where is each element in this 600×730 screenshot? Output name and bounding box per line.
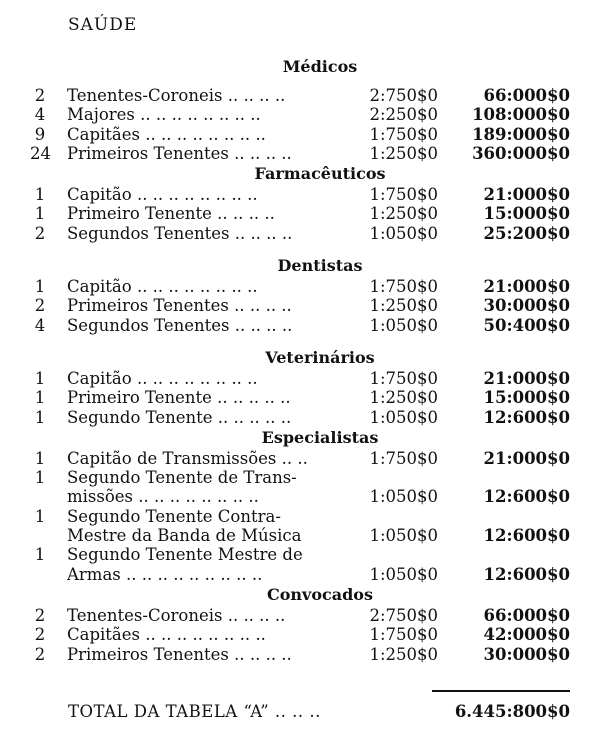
row-amount: 12:600$0 <box>483 564 570 584</box>
row-amount: 66:000$0 <box>483 605 570 625</box>
row-description: Capitão .. .. .. .. .. .. .. .. <box>67 277 258 297</box>
total-label: TOTAL DA TABELA “A” .. .. .. <box>68 702 321 721</box>
section-heading-convocados: Convocados <box>267 584 373 604</box>
row-amount: 12:600$0 <box>483 487 570 507</box>
row-rate: 1:250$0 <box>369 204 438 224</box>
table-row <box>0 507 600 546</box>
row-rate: 2:250$0 <box>369 105 438 125</box>
table-row <box>0 408 600 427</box>
row-description: Capitães .. .. .. .. .. .. .. .. <box>67 625 266 645</box>
table-row <box>0 224 600 243</box>
row-count: 4 <box>34 105 46 125</box>
row-amount: 21:000$0 <box>483 185 570 205</box>
row-rate: 1:050$0 <box>369 526 438 546</box>
row-rate: 1:750$0 <box>369 625 438 645</box>
row-description: Segundo Tenente .. .. .. .. .. <box>67 407 292 427</box>
row-description: Majores .. .. .. .. .. .. .. .. <box>67 105 261 125</box>
row-count: 2 <box>34 644 46 664</box>
section-heading-especialistas: Especialistas <box>261 427 379 447</box>
row-count: 4 <box>34 315 46 335</box>
row-amount: 15:000$0 <box>483 388 570 408</box>
row-rate: 1:250$0 <box>369 644 438 664</box>
row-amount: 189:000$0 <box>472 124 570 144</box>
table-row <box>0 277 600 296</box>
row-rate: 1:050$0 <box>369 564 438 584</box>
row-count: 2 <box>34 223 46 243</box>
table-row <box>0 296 600 315</box>
row-count: 2 <box>34 296 46 316</box>
row-count: 1 <box>34 506 46 526</box>
row-amount: 66:000$0 <box>483 86 570 105</box>
row-count: 1 <box>34 277 46 297</box>
row-amount: 21:000$0 <box>483 448 570 468</box>
row-description: Segundo Tenente Contra- Mestre da Banda de Música <box>67 506 302 546</box>
row-description: Capitães .. .. .. .. .. .. .. .. <box>67 124 266 144</box>
row-description: Capitão .. .. .. .. .. .. .. .. <box>67 368 258 388</box>
row-count: 1 <box>34 448 46 468</box>
row-amount: 15:000$0 <box>483 204 570 224</box>
row-count: 1 <box>34 407 46 427</box>
table-row <box>0 204 600 223</box>
page-title: SAÚDE <box>68 15 138 35</box>
total-row <box>0 702 600 724</box>
table-row <box>0 185 600 204</box>
total-rule <box>432 690 570 692</box>
row-count: 1 <box>34 388 46 408</box>
row-count: 2 <box>34 86 46 105</box>
row-count: 1 <box>34 545 46 565</box>
row-description: Tenentes-Coroneis .. .. .. .. <box>67 86 286 105</box>
row-description: Primeiros Tenentes .. .. .. .. <box>67 143 292 163</box>
row-description: Segundo Tenente de Trans- missões .. .. .. .. .. .. .. .. <box>67 468 297 507</box>
table-row <box>0 144 600 163</box>
total-value: 6.445:800$0 <box>454 702 570 721</box>
row-rate: 1:050$0 <box>369 487 438 507</box>
row-amount: 360:000$0 <box>472 143 570 163</box>
row-count: 1 <box>34 204 46 224</box>
table-row <box>0 125 600 144</box>
row-description: Capitão .. .. .. .. .. .. .. .. <box>67 185 258 205</box>
row-amount: 108:000$0 <box>472 105 570 125</box>
row-amount: 21:000$0 <box>483 277 570 297</box>
row-rate: 1:750$0 <box>369 124 438 144</box>
row-description: Primeiro Tenente .. .. .. .. <box>67 204 275 224</box>
table-row <box>0 449 600 468</box>
row-description: Segundo Tenente Mestre de Armas .. .. .. .. .. .. .. .. .. <box>67 545 303 584</box>
row-amount: 30:000$0 <box>483 644 570 664</box>
table-row <box>0 388 600 407</box>
section-heading-veterinarios: Veterinários <box>265 347 375 367</box>
row-rate: 1:750$0 <box>369 185 438 205</box>
section-heading-farmaceuticos: Farmacêuticos <box>254 164 386 184</box>
row-amount: 42:000$0 <box>483 625 570 645</box>
row-amount: 12:600$0 <box>483 526 570 546</box>
section-heading-dentistas: Dentistas <box>277 256 363 276</box>
row-count: 2 <box>34 605 46 625</box>
row-rate: 1:250$0 <box>369 143 438 163</box>
row-rate: 1:050$0 <box>369 223 438 243</box>
table-row <box>0 369 600 388</box>
row-description: Primeiros Tenentes .. .. .. .. <box>67 296 292 316</box>
row-description: Primeiro Tenente .. .. .. .. .. <box>67 388 291 408</box>
row-amount: 12:600$0 <box>483 407 570 427</box>
table-row <box>0 86 600 105</box>
row-amount: 50:400$0 <box>483 315 570 335</box>
row-rate: 1:750$0 <box>369 368 438 388</box>
table-row <box>0 468 600 507</box>
row-rate: 2:750$0 <box>369 86 438 105</box>
row-rate: 1:050$0 <box>369 407 438 427</box>
table-body <box>0 56 600 664</box>
row-count: 1 <box>34 368 46 388</box>
row-amount: 25:200$0 <box>483 223 570 243</box>
table-row <box>0 316 600 335</box>
table-row <box>0 645 600 664</box>
row-amount: 21:000$0 <box>483 368 570 388</box>
table-row <box>0 105 600 124</box>
row-rate: 1:250$0 <box>369 296 438 316</box>
row-rate: 1:750$0 <box>369 277 438 297</box>
section-heading-medicos: Médicos <box>282 57 358 76</box>
row-description: Segundos Tenentes .. .. .. .. <box>67 223 293 243</box>
row-amount: 30:000$0 <box>483 296 570 316</box>
row-rate: 1:750$0 <box>369 448 438 468</box>
row-count: 1 <box>34 185 46 205</box>
table-row <box>0 606 600 625</box>
row-rate: 1:250$0 <box>369 388 438 408</box>
row-description: Segundos Tenentes .. .. .. .. <box>67 315 293 335</box>
row-count: 9 <box>34 124 46 144</box>
row-count: 1 <box>34 468 46 488</box>
row-description: Primeiros Tenentes .. .. .. .. <box>67 644 292 664</box>
row-rate: 1:050$0 <box>369 315 438 335</box>
row-description: Tenentes-Coroneis .. .. .. .. <box>67 605 286 625</box>
table-row <box>0 625 600 644</box>
row-count: 2 <box>34 625 46 645</box>
row-description: Capitão de Transmissões .. .. <box>67 448 308 468</box>
row-count: 24 <box>30 143 51 163</box>
row-rate: 2:750$0 <box>369 605 438 625</box>
table-row <box>0 545 600 584</box>
